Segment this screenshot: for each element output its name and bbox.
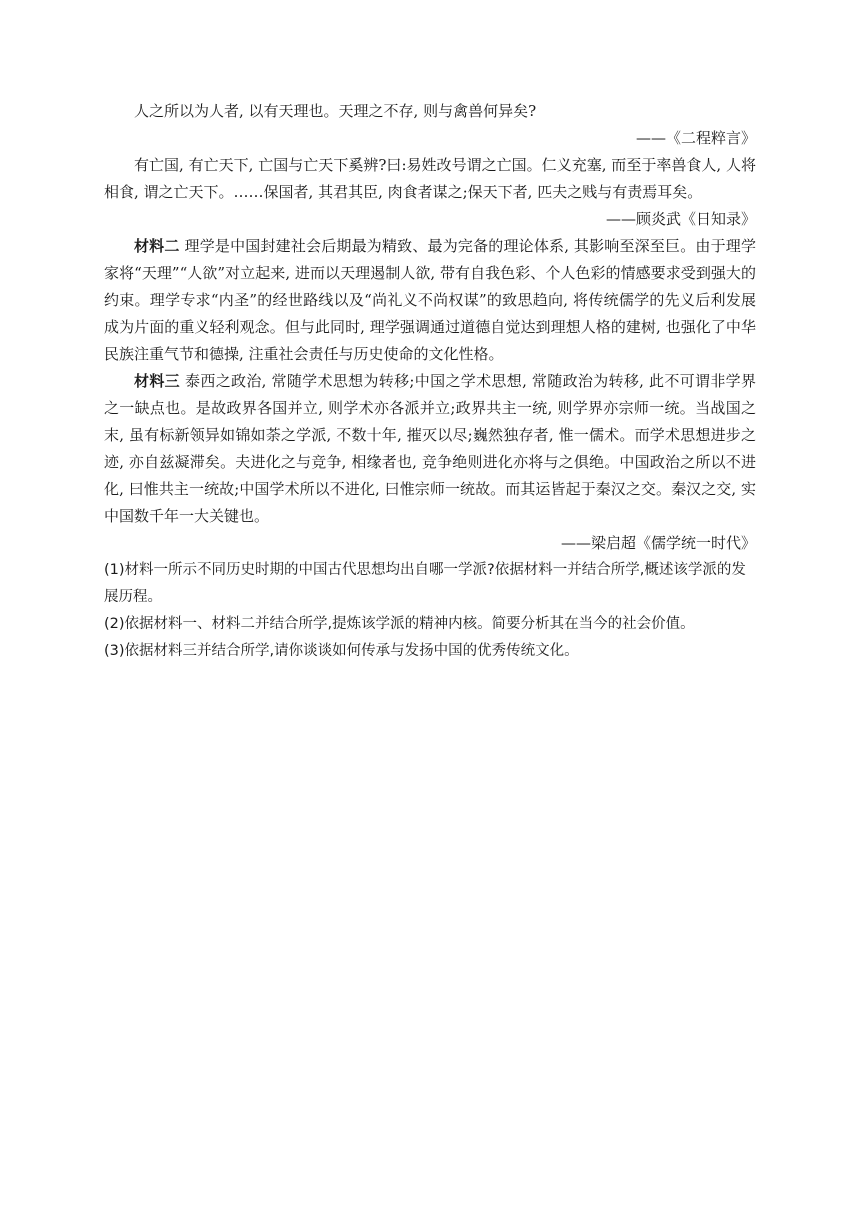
source-liang-qichao: ——梁启超《儒学统一时代》 xyxy=(560,534,756,552)
quote-er-cheng: 人之所以为人者, 以有天理也。天理之不存, 则与禽兽何异矣? xyxy=(134,102,537,120)
document-page xyxy=(104,98,756,665)
material-3-label: 材料三 xyxy=(134,372,180,390)
quote-gu-yanwu: 有亡国, 有亡天下, 亡国与亡天下奚辨?曰:易姓改号谓之亡国。仁义充塞, 而至于率兽食人, 人将相食, 谓之亡天下。……保国者, 其君其臣, 肉食者谋之;保天下者, 匹夫之贱与有责焉耳矣。 xyxy=(104,156,756,201)
source-er-cheng: ——《二程粹言》 xyxy=(635,129,756,147)
material-3-text: 泰西之政治, 常随学术思想为转移;中国之学术思想, 常随政治为转移, 此不可谓非学界之一缺点也。是故政界各国并立, 则学术亦各派并立;政界共主一统, 则学界亦宗师一统。当战国之末, 虽有标新领异如锦如荼之学派, 不数十年, 摧灭以尽;巍然独存者, 惟一儒术。而学术思想进步之迹, 亦自兹凝滞矣。夫进化之与竞争, 相缘者也, 竞争绝则进化亦将与之俱绝。中国政治之所以不进化, 曰惟共主一统故;中国学术所以不进化, 曰惟宗师一统故。而其运皆起于秦汉之交。秦汉之交, 实中国数千年一大关键也。 xyxy=(104,372,756,525)
material-2 xyxy=(104,233,756,368)
question-2: (2)依据材料一、材料二并结合所学,提炼该学派的精神内核。简要分析其在当今的社会价值。 xyxy=(104,616,695,632)
material-2-text: 理学是中国封建社会后期最为精致、最为完备的理论体系, 其影响至深至巨。由于理学家将“天理”“人欲”对立起来, 进而以天理遏制人欲, 带有自我色彩、个人色彩的情感要求受到强大的约束。理学专求“内圣”的经世路线以及“尚礼义不尚权谋”的致思趋向, 将传统儒学的先义后利发展成为片面的重义轻利观念。但与此同时, 理学强调通过道德自觉达到理想人格的建树, 也强化了中华民族注重气节和德操, 注重社会责任与历史使命的文化性格。 xyxy=(104,237,756,363)
source-gu-yanwu: ——顾炎武《日知录》 xyxy=(605,210,756,228)
material-3 xyxy=(104,368,756,530)
question-1: (1)材料一所示不同历史时期的中国古代思想均出自哪一学派?依据材料一并结合所学,概述该学派的发展历程。 xyxy=(104,562,746,605)
question-3: (3)依据材料三并结合所学,请你谈谈如何传承与发扬中国的优秀传统文化。 xyxy=(104,643,579,659)
material-2-label: 材料二 xyxy=(134,237,180,255)
